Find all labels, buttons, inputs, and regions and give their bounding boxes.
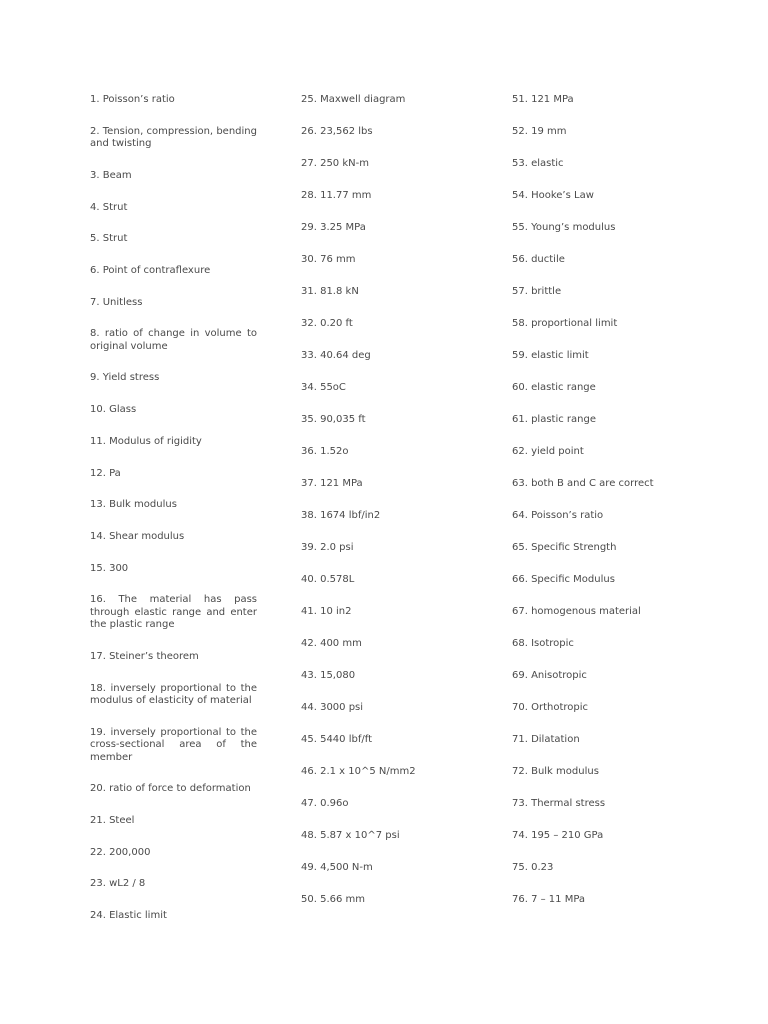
answer-item: 19. inversely proportional to the cross-sectional area of the member — [90, 726, 257, 763]
answer-item: 68. Isotropic — [512, 638, 574, 649]
answer-item: 48. 5.87 x 10^7 psi — [301, 830, 400, 841]
answer-item: 22. 200,000 — [90, 846, 151, 858]
answer-item: 9. Yield stress — [90, 372, 160, 384]
answer-column-2 — [301, 94, 481, 926]
answer-item: 24. Elastic limit — [90, 910, 167, 922]
answer-item: 33. 40.64 deg — [301, 350, 371, 361]
answer-item: 17. Steiner’s theorem — [90, 650, 199, 662]
answer-item: 60. elastic range — [512, 382, 596, 393]
answer-item: 39. 2.0 psi — [301, 542, 354, 553]
answer-item: 50. 5.66 mm — [301, 894, 366, 905]
answer-item: 15. 300 — [90, 562, 129, 574]
answer-item: 18. inversely proportional to the modulus of elasticity of material — [90, 682, 257, 706]
answer-item: 40. 0.578L — [301, 574, 355, 585]
answer-item: 51. 121 MPa — [512, 94, 574, 105]
answer-item: 12. Pa — [90, 467, 121, 479]
answer-item: 47. 0.96o — [301, 798, 349, 809]
answer-item: 31. 81.8 kN — [301, 286, 359, 297]
answer-item: 59. elastic limit — [512, 350, 589, 361]
answer-item: 75. 0.23 — [512, 862, 554, 873]
answer-item: 72. Bulk modulus — [512, 766, 599, 777]
answer-item: 7. Unitless — [90, 296, 143, 308]
answer-item: 2. Tension, compression, bending and twisting — [90, 125, 257, 150]
answer-item: 34. 55oC — [301, 382, 346, 393]
answer-item: 38. 1674 lbf/in2 — [301, 510, 381, 521]
answer-item: 23. wL2 / 8 — [90, 878, 146, 890]
answer-item: 16. The material has pass through elastic range and enter the plastic range — [90, 594, 257, 631]
answer-item: 52. 19 mm — [512, 126, 567, 137]
answer-item: 41. 10 in2 — [301, 606, 352, 617]
answer-item: 30. 76 mm — [301, 254, 356, 265]
answer-item: 65. Specific Strength — [512, 542, 617, 553]
answer-column-3 — [512, 94, 712, 926]
answer-item: 54. Hooke’s Law — [512, 190, 594, 201]
answer-item: 25. Maxwell diagram — [301, 94, 406, 105]
answer-item: 8. ratio of change in volume to original volume — [90, 328, 257, 352]
answer-item: 14. Shear modulus — [90, 530, 185, 542]
answer-item: 57. brittle — [512, 286, 562, 297]
answer-item: 46. 2.1 x 10^5 N/mm2 — [301, 766, 416, 777]
answer-item: 44. 3000 psi — [301, 702, 364, 713]
answer-item: 11. Modulus of rigidity — [90, 435, 202, 447]
answer-item: 3. Beam — [90, 169, 132, 181]
answer-item: 35. 90,035 ft — [301, 414, 366, 425]
answer-item: 58. proportional limit — [512, 318, 618, 329]
answer-item: 37. 121 MPa — [301, 478, 363, 489]
answer-item: 36. 1.52o — [301, 446, 349, 457]
answer-item: 76. 7 – 11 MPa — [512, 894, 586, 905]
answer-item: 67. homogenous material — [512, 606, 641, 617]
answer-item: 71. Dilatation — [512, 734, 580, 745]
answer-item: 73. Thermal stress — [512, 798, 606, 809]
answer-column-1 — [90, 94, 257, 942]
answer-item: 49. 4,500 N-m — [301, 862, 373, 873]
answer-item: 74. 195 – 210 GPa — [512, 830, 604, 841]
answer-item: 70. Orthotropic — [512, 702, 588, 713]
answer-item: 64. Poisson’s ratio — [512, 510, 604, 521]
answer-item: 5. Strut — [90, 233, 128, 245]
answer-item: 62. yield point — [512, 446, 584, 457]
answer-item: 13. Bulk modulus — [90, 499, 177, 511]
answer-item: 27. 250 kN-m — [301, 158, 369, 169]
answer-item: 4. Strut — [90, 201, 128, 213]
answer-item: 21. Steel — [90, 814, 135, 826]
answer-item: 43. 15,080 — [301, 670, 356, 681]
answer-item: 53. elastic — [512, 158, 564, 169]
answer-item: 20. ratio of force to deformation — [90, 783, 251, 795]
answer-item: 66. Specific Modulus — [512, 574, 615, 585]
answer-item: 6. Point of contraflexure — [90, 264, 211, 276]
answer-item: 55. Young’s modulus — [512, 222, 616, 233]
answer-item: 42. 400 mm — [301, 638, 362, 649]
answer-item: 61. plastic range — [512, 414, 596, 425]
answer-item: 10. Glass — [90, 404, 137, 416]
answer-item: 29. 3.25 MPa — [301, 222, 366, 233]
answer-item: 45. 5440 lbf/ft — [301, 734, 372, 745]
answer-item: 69. Anisotropic — [512, 670, 587, 681]
answer-item: 56. ductile — [512, 254, 565, 265]
answer-item: 28. 11.77 mm — [301, 190, 372, 201]
answer-item: 26. 23,562 lbs — [301, 126, 373, 137]
answer-item: 1. Poisson’s ratio — [90, 94, 175, 105]
answer-item: 63. both B and C are correct — [512, 478, 654, 489]
answer-item: 32. 0.20 ft — [301, 318, 353, 329]
